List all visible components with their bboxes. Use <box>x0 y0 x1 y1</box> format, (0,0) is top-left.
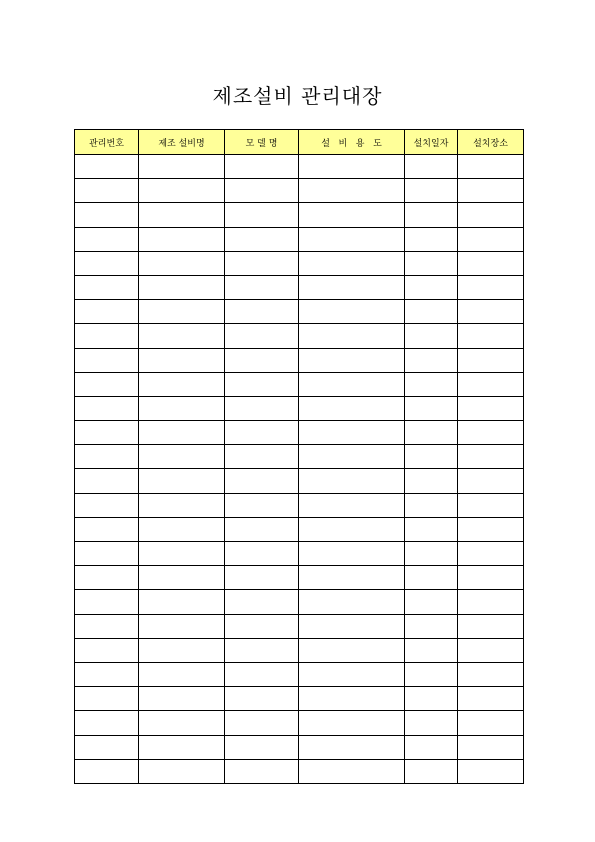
table-cell <box>139 517 225 541</box>
header-equipment-name: 제조 설비명 <box>139 130 225 155</box>
table-cell <box>458 590 524 614</box>
table-cell <box>139 687 225 711</box>
table-cell <box>405 396 458 420</box>
table-cell <box>299 662 405 686</box>
table-cell <box>458 251 524 275</box>
table-cell <box>139 179 225 203</box>
table-row <box>75 638 524 662</box>
table-row <box>75 614 524 638</box>
table-cell <box>458 227 524 251</box>
table-cell <box>75 203 139 227</box>
table-cell <box>139 300 225 324</box>
table-cell <box>405 348 458 372</box>
table-cell <box>139 396 225 420</box>
table-cell <box>75 493 139 517</box>
table-cell <box>139 251 225 275</box>
table-cell <box>139 275 225 299</box>
table-cell <box>225 590 299 614</box>
table-cell <box>458 542 524 566</box>
table-cell <box>299 493 405 517</box>
table-cell <box>299 614 405 638</box>
table-cell <box>75 662 139 686</box>
table-cell <box>225 711 299 735</box>
table-cell <box>75 517 139 541</box>
table-cell <box>75 372 139 396</box>
table-cell <box>75 300 139 324</box>
header-equipment-purpose: 설 비 용 도 <box>299 130 405 155</box>
table-row <box>75 227 524 251</box>
table-cell <box>75 614 139 638</box>
table-cell <box>405 445 458 469</box>
table-cell <box>75 227 139 251</box>
table-row <box>75 203 524 227</box>
table-cell <box>405 735 458 759</box>
table-row <box>75 542 524 566</box>
table-cell <box>299 396 405 420</box>
table-row <box>75 735 524 759</box>
table-cell <box>405 566 458 590</box>
table-cell <box>299 711 405 735</box>
table-cell <box>139 542 225 566</box>
table-cell <box>458 687 524 711</box>
table-cell <box>299 517 405 541</box>
table-row <box>75 372 524 396</box>
table-cell <box>225 324 299 348</box>
table-cell <box>458 275 524 299</box>
table-cell <box>139 638 225 662</box>
table-cell <box>75 348 139 372</box>
table-row <box>75 759 524 783</box>
header-install-location: 설치장소 <box>458 130 524 155</box>
table-cell <box>75 396 139 420</box>
document-title: 제조설비 관리대장 <box>212 84 383 108</box>
table-row <box>75 590 524 614</box>
table-cell <box>75 421 139 445</box>
table-row <box>75 348 524 372</box>
table-row <box>75 275 524 299</box>
table-cell <box>299 687 405 711</box>
header-model-name: 모 델 명 <box>225 130 299 155</box>
table-cell <box>299 590 405 614</box>
table-cell <box>139 493 225 517</box>
table-cell <box>458 662 524 686</box>
header-management-number: 관리번호 <box>75 130 139 155</box>
table-cell <box>225 638 299 662</box>
table-cell <box>405 155 458 179</box>
table-cell <box>75 759 139 783</box>
table-cell <box>225 735 299 759</box>
table-cell <box>405 179 458 203</box>
table-cell <box>458 179 524 203</box>
table-row <box>75 469 524 493</box>
table-cell <box>405 227 458 251</box>
table-cell <box>405 614 458 638</box>
table-cell <box>139 759 225 783</box>
table-cell <box>225 517 299 541</box>
table-cell <box>458 469 524 493</box>
table-cell <box>225 179 299 203</box>
table-cell <box>225 348 299 372</box>
table-row <box>75 251 524 275</box>
table-cell <box>299 251 405 275</box>
table-cell <box>458 300 524 324</box>
equipment-ledger-table <box>74 129 524 784</box>
table-cell <box>405 421 458 445</box>
table-cell <box>75 324 139 348</box>
table-cell <box>405 372 458 396</box>
table-cell <box>458 396 524 420</box>
table-row <box>75 493 524 517</box>
table-cell <box>458 324 524 348</box>
table-cell <box>75 469 139 493</box>
table-cell <box>225 662 299 686</box>
table-cell <box>458 445 524 469</box>
table-cell <box>75 251 139 275</box>
table-cell <box>225 203 299 227</box>
table-cell <box>225 614 299 638</box>
table-cell <box>458 638 524 662</box>
table-cell <box>458 614 524 638</box>
table-row <box>75 421 524 445</box>
table-cell <box>299 324 405 348</box>
table-cell <box>75 179 139 203</box>
table-cell <box>139 421 225 445</box>
table-cell <box>458 421 524 445</box>
table-cell <box>458 759 524 783</box>
table-cell <box>139 155 225 179</box>
table-header <box>75 130 524 155</box>
table-row <box>75 711 524 735</box>
table-cell <box>299 372 405 396</box>
table-cell <box>225 372 299 396</box>
table-cell <box>458 566 524 590</box>
table-cell <box>225 275 299 299</box>
table-cell <box>458 348 524 372</box>
table-cell <box>139 324 225 348</box>
table-row <box>75 687 524 711</box>
table-cell <box>405 300 458 324</box>
table-cell <box>405 687 458 711</box>
table-cell <box>458 711 524 735</box>
table-cell <box>458 155 524 179</box>
table-cell <box>75 711 139 735</box>
table-cell <box>405 275 458 299</box>
table-cell <box>75 155 139 179</box>
table-cell <box>299 638 405 662</box>
table-cell <box>458 735 524 759</box>
table-cell <box>299 542 405 566</box>
table-cell <box>139 614 225 638</box>
table-cell <box>225 300 299 324</box>
table-cell <box>139 735 225 759</box>
table-cell <box>75 542 139 566</box>
table-cell <box>405 517 458 541</box>
table-cell <box>225 542 299 566</box>
table-cell <box>139 227 225 251</box>
table-cell <box>75 275 139 299</box>
table-cell <box>405 469 458 493</box>
table-cell <box>75 566 139 590</box>
table-row <box>75 179 524 203</box>
table-cell <box>405 324 458 348</box>
table-cell <box>405 759 458 783</box>
table-cell <box>405 590 458 614</box>
table-cell <box>225 227 299 251</box>
table-cell <box>139 203 225 227</box>
table-cell <box>405 711 458 735</box>
table-cell <box>139 445 225 469</box>
table-cell <box>225 251 299 275</box>
table-cell <box>405 638 458 662</box>
table-cell <box>405 493 458 517</box>
table-cell <box>75 687 139 711</box>
table-row <box>75 324 524 348</box>
header-row <box>75 130 524 155</box>
table-cell <box>405 662 458 686</box>
table-cell <box>299 275 405 299</box>
table-cell <box>225 493 299 517</box>
table-body <box>75 155 524 784</box>
table-cell <box>299 469 405 493</box>
table-cell <box>405 251 458 275</box>
table-row <box>75 445 524 469</box>
table-cell <box>299 566 405 590</box>
table-cell <box>75 590 139 614</box>
table-cell <box>139 566 225 590</box>
table-cell <box>299 155 405 179</box>
table-cell <box>139 711 225 735</box>
table-cell <box>75 638 139 662</box>
table-row <box>75 300 524 324</box>
table-cell <box>139 662 225 686</box>
table-cell <box>75 445 139 469</box>
table-cell <box>299 421 405 445</box>
table-cell <box>405 203 458 227</box>
table-row <box>75 396 524 420</box>
table-cell <box>299 300 405 324</box>
table-cell <box>299 735 405 759</box>
table-cell <box>139 348 225 372</box>
table-cell <box>458 517 524 541</box>
table-cell <box>139 469 225 493</box>
table-cell <box>458 493 524 517</box>
table-cell <box>75 735 139 759</box>
table-cell <box>225 445 299 469</box>
table-cell <box>225 396 299 420</box>
table-cell <box>299 179 405 203</box>
table-cell <box>139 590 225 614</box>
table-cell <box>458 203 524 227</box>
table-cell <box>225 566 299 590</box>
table-cell <box>225 155 299 179</box>
table-cell <box>225 421 299 445</box>
table-cell <box>405 542 458 566</box>
table-cell <box>139 372 225 396</box>
table-cell <box>299 227 405 251</box>
table-row <box>75 155 524 179</box>
table-cell <box>299 759 405 783</box>
table-cell <box>225 759 299 783</box>
table-cell <box>225 687 299 711</box>
table-cell <box>299 348 405 372</box>
table-cell <box>299 203 405 227</box>
table-row <box>75 517 524 541</box>
table-cell <box>299 445 405 469</box>
table-cell <box>225 469 299 493</box>
table-row <box>75 662 524 686</box>
table-cell <box>458 372 524 396</box>
table-row <box>75 566 524 590</box>
header-install-date: 설치일자 <box>405 130 458 155</box>
